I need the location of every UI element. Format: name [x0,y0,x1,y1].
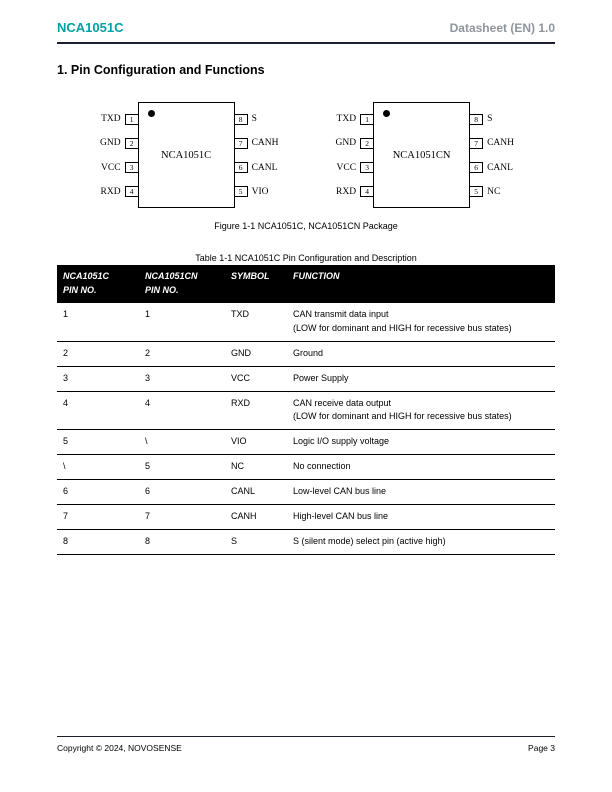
pin-table-body [57,303,555,555]
table-header-cell [139,265,225,303]
table-row [57,455,555,480]
pin-number-box: 2 [125,138,139,149]
pin [235,162,278,174]
function-line: CAN transmit data input [293,308,389,319]
cell-function [287,366,555,391]
pin-number-box: 5 [234,186,248,197]
cell-symbol: VIO [225,430,287,455]
cell-symbol: GND [225,341,287,366]
table-header-row [57,265,555,303]
cell-symbol: CANL [225,480,287,505]
cell-symbol: CANH [225,505,287,530]
page-header [57,20,555,44]
cell-pin-nca1051cn: 7 [139,505,225,530]
pin-number-box: 5 [469,186,483,197]
pin-label: VIO [251,186,269,197]
function-line: S (silent mode) select pin (active high) [293,536,446,547]
chip-name: NCA1051CN [392,149,451,161]
pin [470,186,500,198]
page-footer [57,736,555,753]
cell-pin-nca1051cn: 4 [139,391,225,430]
pin-number-box: 3 [125,162,139,173]
table-header-cell [225,265,287,303]
function-line: Power Supply [293,372,349,383]
pin [470,137,514,149]
header-line2: PIN NO. [63,285,97,296]
cell-function [287,530,555,555]
pin [337,113,374,125]
cell-symbol: VCC [225,366,287,391]
section-title: 1. Pin Configuration and Functions [57,63,265,77]
pin-number-box: 3 [360,162,374,173]
pin [337,162,374,174]
pin [335,137,373,149]
pin-number-box: 1 [360,114,374,125]
header-line1: NCA1051CN [145,271,198,281]
pin-column-right [470,102,514,208]
cell-pin-nca1051cn: \ [139,430,225,455]
table-row [57,480,555,505]
table-row [57,505,555,530]
pin1-marker-dot [383,110,390,117]
pin-label: CANL [487,162,513,173]
table-header-cell [287,265,555,303]
pin-column-left [335,102,373,208]
cell-pin-nca1051cn: 2 [139,341,225,366]
table-row [57,430,555,455]
pin-label: TXD [336,114,357,124]
cell-pin-nca1051c: 2 [57,341,139,366]
cell-pin-nca1051cn: 8 [139,530,225,555]
function-line: CAN receive data output [293,397,392,408]
function-line: Low-level CAN bus line [293,486,387,497]
cell-pin-nca1051cn: 1 [139,303,225,341]
table-row [57,391,555,430]
footer-copyright: Copyright © 2024, NOVOSENSE [57,743,182,753]
cell-function [287,480,555,505]
function-line: High-level CAN bus line [293,511,389,522]
table-row [57,366,555,391]
pin [101,162,138,174]
chip-name: NCA1051C [161,149,212,161]
pin-label: RXD [100,186,121,197]
pin-column-right [235,102,279,208]
table-row [57,303,555,341]
cell-pin-nca1051c: 1 [57,303,139,341]
pin [235,137,279,149]
pin [101,113,138,125]
pin-label: VCC [336,162,357,173]
cell-function [287,430,555,455]
cell-pin-nca1051c: 7 [57,505,139,530]
cell-function [287,455,555,480]
packages-row [100,102,514,208]
header-line2: PIN NO. [145,285,179,296]
pin [470,162,513,174]
table-header-cell [57,265,139,303]
pin-column-left [100,102,138,208]
pin [470,113,492,125]
pin-label: CANH [487,138,514,149]
pin [336,186,373,198]
pin-number-box: 4 [125,186,139,197]
chip-body [138,102,235,208]
cell-pin-nca1051c: 6 [57,480,139,505]
pin-number-box: 6 [234,162,248,173]
cell-function [287,505,555,530]
pin [100,137,138,149]
document-subtitle: Datasheet (EN) 1.0 [449,21,555,35]
pin-label: TXD [101,114,121,124]
pin-number-box: 4 [360,186,374,197]
cell-function [287,391,555,430]
function-line: (LOW for dominant and HIGH for recessive bus states) [293,411,512,422]
header-line1: SYMBOL [231,271,270,281]
pin-label: RXD [336,186,357,197]
function-line: Ground [293,347,324,358]
function-line: Logic I/O supply voltage [293,436,390,447]
function-line: (LOW for dominant and HIGH for recessive bus states) [293,322,512,333]
cell-pin-nca1051c: 4 [57,391,139,430]
pin-label: CANL [251,162,278,173]
cell-symbol: NC [225,455,287,480]
cell-pin-nca1051cn: 6 [139,480,225,505]
pin-number-box: 2 [360,138,374,149]
figure-caption: Figure 1-1 NCA1051C, NCA1051CN Package [214,221,398,231]
header-line1: FUNCTION [293,271,340,281]
pin [101,186,138,198]
pin-configuration-table [57,265,555,555]
pin-number-box: 7 [234,138,248,149]
function-line: No connection [293,461,351,472]
pin-number-box: 8 [234,114,248,125]
pin-number-box: 8 [469,114,483,125]
pin-label: NC [487,186,501,197]
pin-number-box: 7 [469,138,483,149]
header-line1: NCA1051C [63,271,110,281]
cell-pin-nca1051c: 5 [57,430,139,455]
cell-pin-nca1051c: 3 [57,366,139,391]
document-title: NCA1051C [57,20,124,35]
cell-pin-nca1051cn: 5 [139,455,225,480]
pin-label: S [251,114,257,124]
ic-package [335,102,514,208]
pin [235,186,269,198]
cell-pin-nca1051c: 8 [57,530,139,555]
pin-number-box: 6 [469,162,483,173]
cell-pin-nca1051c: \ [57,455,139,480]
pin-label: CANH [251,138,279,149]
pin-number-box: 1 [125,114,139,125]
table-caption: Table 1-1 NCA1051C Pin Configuration and Description [195,253,417,263]
pin-label: S [487,114,493,124]
pin-label: VCC [101,162,121,173]
pin [235,113,257,125]
chip-body [373,102,470,208]
cell-symbol: RXD [225,391,287,430]
pin1-marker-dot [148,110,155,117]
table-row [57,530,555,555]
pin-label: GND [335,138,357,149]
pin-label: GND [100,138,121,149]
ic-package [100,102,279,208]
cell-symbol: S [225,530,287,555]
cell-symbol: TXD [225,303,287,341]
cell-function [287,303,555,341]
footer-page-number: Page 3 [528,743,555,753]
table-row [57,341,555,366]
cell-pin-nca1051cn: 3 [139,366,225,391]
cell-function [287,341,555,366]
